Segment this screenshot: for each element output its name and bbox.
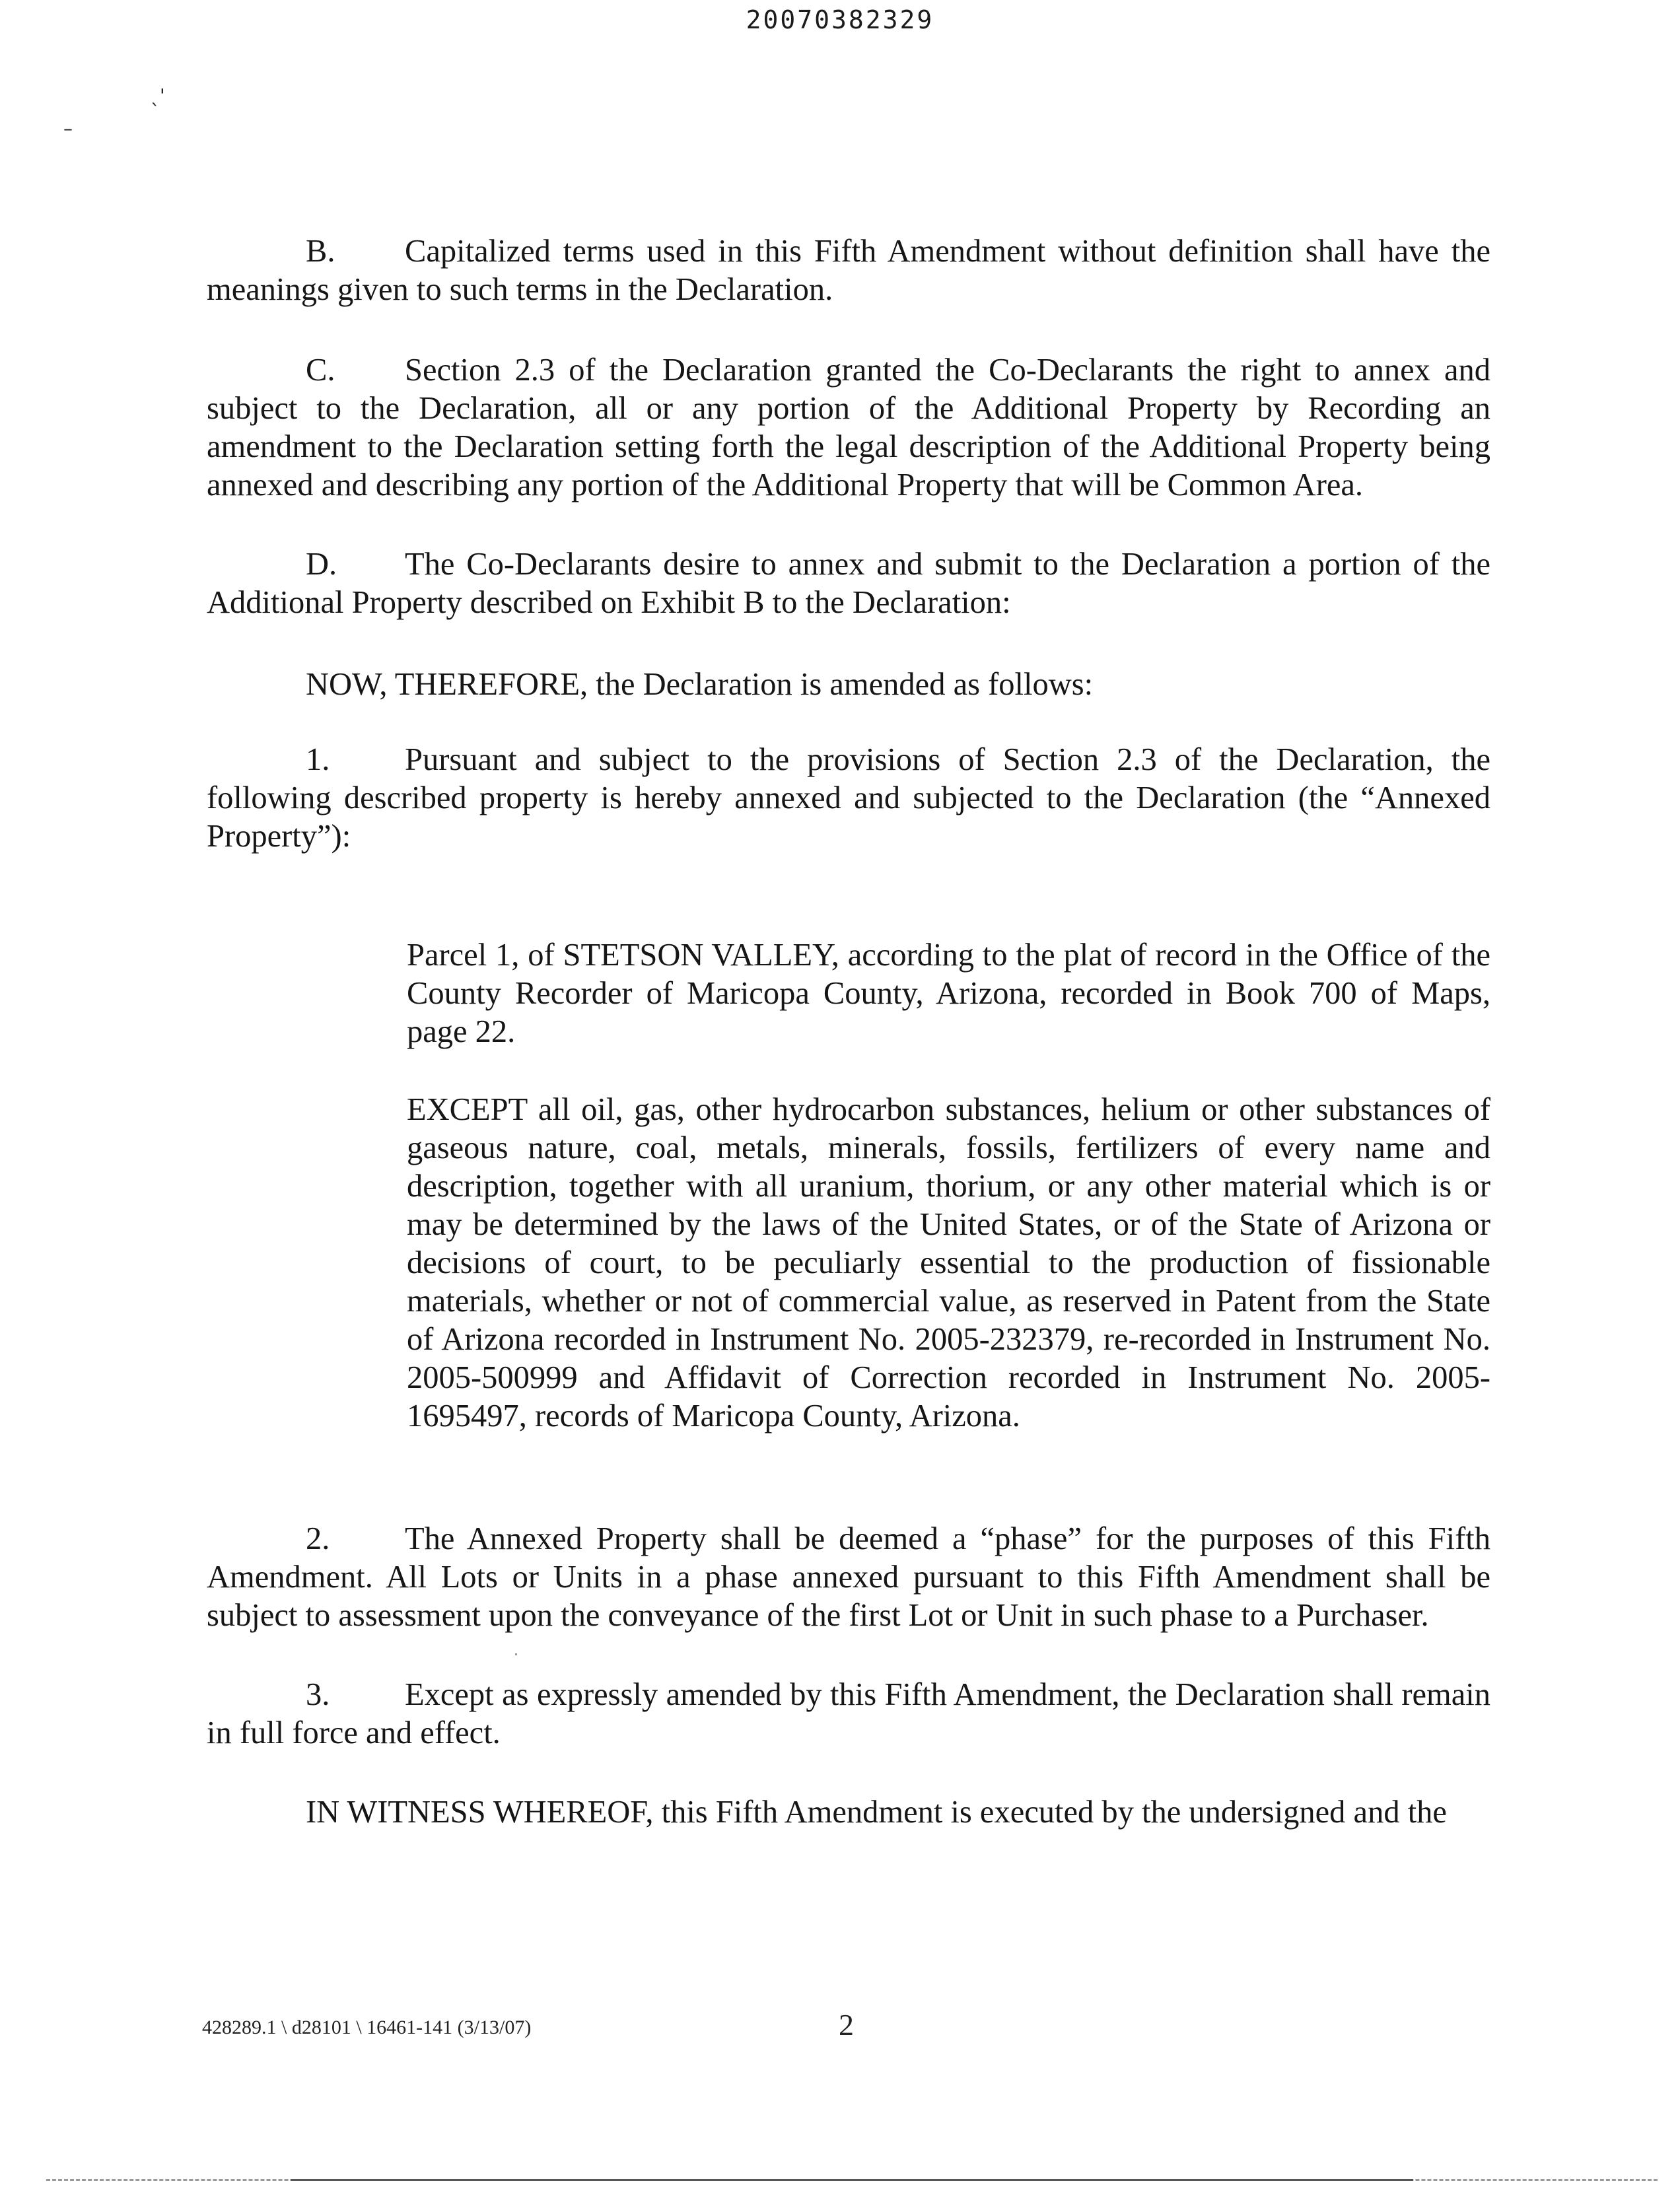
page-number: 2: [839, 2008, 854, 2042]
now-therefore-paragraph: [207, 666, 1490, 704]
paragraph-text: NOW, THEREFORE, the Declaration is amended as follows:: [306, 667, 1094, 702]
paragraph-label: D.: [306, 547, 337, 582]
paragraph-text: Section 2.3 of the Declaration granted the Co-Declarants the right to annex and subject to the Declaration, all or any portion of the Additional Property by Recording an amendment to the Declaration setting forth the legal description of the Additional Property being annexed and describing any portion of the Additional Property that will be Common Area.: [207, 353, 1490, 502]
paragraph-text: Except as expressly amended by this Fifth Amendment, the Declaration shall remain in full force and effect.: [207, 1677, 1490, 1750]
paragraph-text: IN WITNESS WHEREOF, this Fifth Amendment is executed by the undersigned and the: [306, 1795, 1447, 1830]
paragraph-3: [207, 1676, 1490, 1752]
scan-mark: –: [63, 118, 73, 139]
paragraph-label: 3.: [306, 1677, 330, 1712]
paragraph-c: [207, 351, 1490, 504]
paragraph-text: Capitalized terms used in this Fifth Amendment without definition shall have the meanings given to such terms in the Declaration.: [207, 234, 1490, 307]
paragraph-2: [207, 1520, 1490, 1635]
paragraph-d: [207, 545, 1490, 622]
paragraph-b: [207, 232, 1490, 309]
in-witness-paragraph: [207, 1793, 1490, 1832]
scan-speck: [515, 1653, 517, 1655]
paragraph-text: The Co-Declarants desire to annex and submit to the Declaration a portion of the Additional Property described on Exhibit B to the Declaration:: [207, 547, 1490, 620]
scan-bottom-edge: [291, 2179, 1413, 2181]
paragraph-label: C.: [306, 353, 335, 388]
paragraph-text: Pursuant and subject to the provisions of Section 2.3 of the Declaration, the following described property is hereby annexed and subjected to the Declaration (the “Annexed Property”):: [207, 742, 1490, 854]
paragraph-label: 2.: [306, 1521, 330, 1556]
legal-description: Parcel 1, of STETSON VALLEY, according to the plat of record in the Office of the County Recorder of Maricopa County, Arizona, recorded in Book 700 of Maps, page 22.: [407, 938, 1490, 1049]
recording-number: 20070382329: [746, 5, 934, 34]
footer-file-id: 428289.1 \ d28101 \ 16461-141 (3/13/07): [202, 2017, 532, 2038]
scan-mark: ˎ': [151, 85, 165, 106]
paragraph-label: B.: [306, 234, 335, 269]
paragraph-label: 1.: [306, 742, 330, 777]
paragraph-1: [207, 741, 1490, 856]
legal-exception: EXCEPT all oil, gas, other hydrocarbon substances, helium or other substances of gaseous nature, coal, metals, minerals, fossils, fertilizers of every name and description, together with all uranium, thorium, or any other material which is or may be determined by the laws of the United States, or of the State of Arizona or decisions of court, to be peculiarly essential to the production of fissionable materials, whether or not of commercial value, as reserved in Patent from the State of Arizona recorded in Instrument No. 2005-232379, re-recorded in Instrument No. 2005-500999 and Affidavit of Correction recorded in Instrument No. 2005-1695497, records of Maricopa County, Arizona.: [407, 1092, 1490, 1433]
paragraph-text: The Annexed Property shall be deemed a “phase” for the purposes of this Fifth Amendment. All Lots or Units in a phase annexed pursuant to this Fifth Amendment shall be subject to assessment upon the conveyance of the first Lot or Unit in such phase to a Purchaser.: [207, 1521, 1490, 1633]
